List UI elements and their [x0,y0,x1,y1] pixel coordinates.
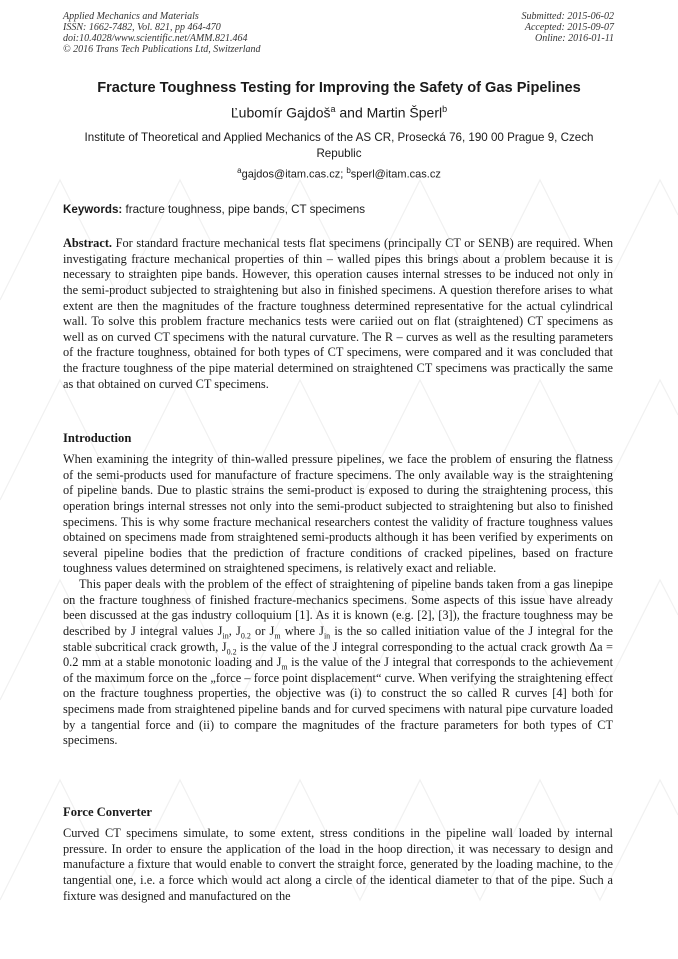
author-2-mark: b [442,104,448,114]
email-b[interactable]: sperl@itam.cas.cz [350,168,441,181]
keywords-text: fracture toughness, pipe bands, CT specimens [122,203,366,216]
authors-line [0,104,678,121]
online-date: Online: 2016-01-11 [535,33,614,44]
author-1-mark: a [330,104,336,114]
subscript-02: 0.2 [226,646,237,656]
introduction-paragraph-1: When examining the integrity of thin-walled pressure pipelines, we face the problem of ensuring the flatness of the semi-products used for manufacture of fracture specimens. The only available way is the straightening of pipeline bands. Due to plastic strains the semi-product is exposed to during the straightening process, this operation brings internal stresses not only into the semi-product subjected to straightening but also to finished specimens. This is why some fracture mechanical researchers contest the validity of fracture toughness values obtained on specimens made from straightened semi-products although it has been verified by experiments on several pipeline bodies that the prediction of fracture conditions of cracked pipelines, based on fracture toughness values determined on straightened specimens, is relatively exact and reliable. [63,452,613,576]
issn-line: ISSN: 1662-7482, Vol. 821, pp 464-470 [63,22,221,33]
section-heading-force-converter: Force Converter [63,805,152,819]
intro-p2-text-b: is the value of the J integral that corresponds to the achievement of the maximum force on the „force – force point displacement“ curve. When verifying the straightening effect on the fracture toughness properties, the objective was (i) to construct the so called R curves [4] both for specimens made from straightened pipeline bands and for curved specimens with natural pipe curvature loaded by a tangential force and (ii) to compare the magnitudes of the fracture parameters for both types of CT specimens. [63,655,613,748]
journal-name: Applied Mechanics and Materials [63,11,199,22]
email-b-mark: b [346,166,351,175]
journal-info [63,11,261,55]
abstract-text: For standard fracture mechanical tests flat specimens (principally CT or SENB) are required. When investigating fracture mechanical properties of thin – walled pipes this brings about a problem because it is necessary to straighten pipe bands. However, this operation causes internal stresses to be induced not only in the semi-product subjected to straightening but also in finished specimens. A question therefore arises to what extent are then the magnitudes of the fracture toughness determined representative for the actual cylindrical wall. To solve this problem fracture mechanics tests were cariied out on flat (straightened) CT specimens as well as on curved CT specimens with the natural curvature. The R – curves as well as the resulting parameters of the fracture toughness, obtained for both types of CT specimens, were compared and it was concluded that the fracture toughness of the pipe material determined on straightened CT specimens was practically the same as that obtained on curved CT specimens. [63,236,613,391]
email-a-mark: a [237,166,242,175]
intro-p2-text-where: where J [280,623,324,638]
author-1: Ľubomír Gajdoš [230,104,331,121]
accepted-date: Accepted: 2015-09-07 [524,22,614,33]
email-a[interactable]: gajdos@itam.cas.cz; [241,168,347,181]
subscript-in: in [323,631,331,641]
intro-p2-text-value: is the value of the J integral corresponding to the actual crack growth Δa = 0.2 mm at a stable monotonic loading and J [63,639,613,670]
introduction-paragraph-2 [63,577,613,749]
copyright-line: © 2016 Trans Tech Publications Ltd, Switzerland [63,44,261,55]
abstract-label: Abstract. [63,236,113,250]
submission-dates [522,11,615,55]
author-2: Martin Šperl [366,104,443,121]
intro-p2-text-a: This paper deals with the problem of the effect of straightening of pipeline bands taken from a gas linepipe on the fracture toughness of finished fracture-mechanics specimens. Some aspects of this issue have already been discussed at the gas industry colloquium [1]. As it is known (e.g. [2], [3]), the fracture toughness may be described by J integral values J [63,577,613,638]
keywords [63,203,613,216]
subscript-m: m [274,631,281,641]
intro-p2-text-or: or J [250,623,275,638]
submitted-date: Submitted: 2015-06-02 [521,11,614,22]
keywords-label: Keywords: [63,203,123,216]
doi-line: doi:10.4028/www.scientific.net/AMM.821.464 [63,33,248,44]
section-heading-introduction: Introduction [63,431,132,445]
intro-p2-text-initiation: is the so called initiation value of the J integral for the stable subcritical crack growth, J [63,623,613,654]
affiliation: Institute of Theoretical and Applied Mechanics of the AS CR, Prosecká 76, 190 00 Prague 9, Czech Republic [84,131,594,160]
paper-title: Fracture Toughness Testing for Improving the Safety of Gas Pipelines [97,80,581,96]
introduction-body [63,452,613,749]
subscript-in: in [222,631,229,641]
subscript-m: m [281,662,288,672]
author-emails [0,166,678,181]
journal-header [63,11,614,55]
intro-p2-text-comma: , J [228,623,241,638]
force-converter-body [63,826,613,904]
abstract [63,236,613,392]
authors-conjunction: and [335,104,367,121]
force-converter-paragraph-1: Curved CT specimens simulate, to some extent, stress conditions in the pipeline wall loaded by internal pressure. In order to ensure the application of the load in the hoop direction, it was necessary to design and manufacture a fixture that would enable to convert the straight force, generated by the loading machine, to the tangential one, i.e. a force which would act along a circle of the identical diameter to that of the pipe. Such a fixture was designed and manufactured on the [63,826,613,903]
subscript-02: 0.2 [240,631,251,641]
